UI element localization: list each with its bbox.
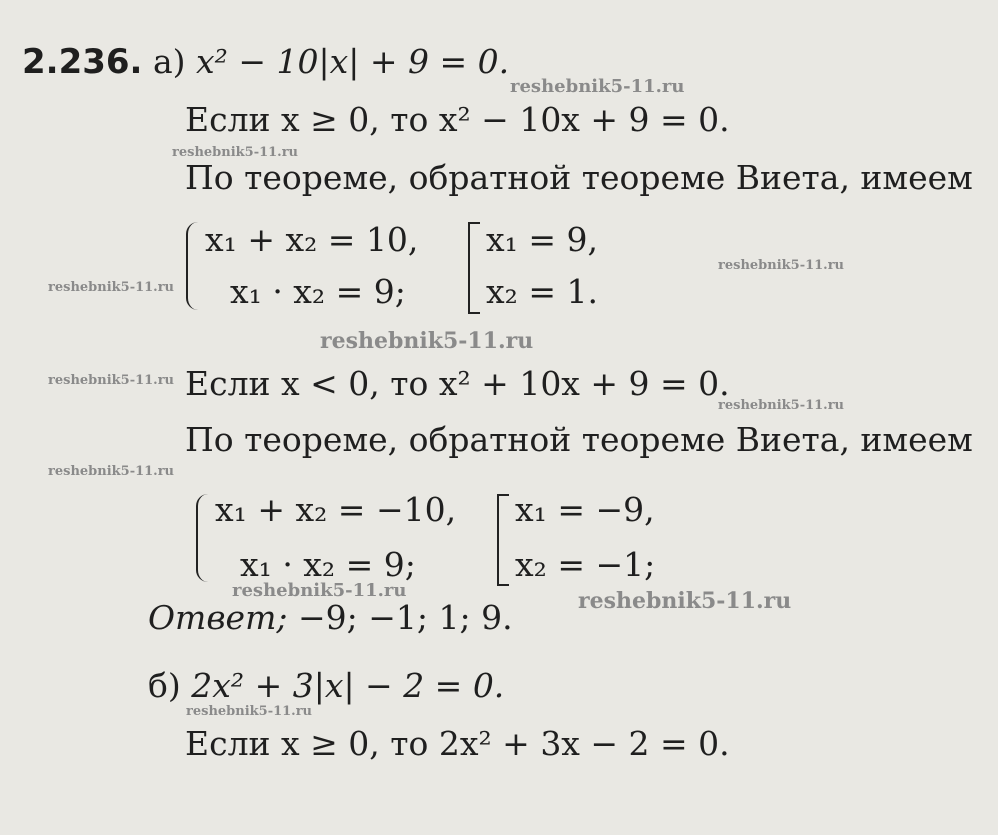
watermark: reshebnik5-11.ru — [320, 328, 534, 354]
system-brace-2 — [196, 494, 210, 582]
watermark: reshebnik5-11.ru — [718, 398, 845, 413]
answer-line — [148, 598, 513, 638]
system-2-eq1: x₁ + x₂ = −10, — [215, 490, 457, 529]
system-1-eq1: x₁ + x₂ = 10, — [205, 220, 419, 259]
roots-1-x1: x₁ = 9, — [486, 220, 598, 259]
case-1-text: Если x ≥ 0, то x² − 10x + 9 = 0. — [185, 100, 730, 139]
part-b-label: б) — [148, 666, 181, 705]
roots-2-x1: x₁ = −9, — [515, 490, 655, 529]
roots-1-x2: x₂ = 1. — [486, 272, 598, 311]
watermark: reshebnik5-11.ru — [172, 145, 299, 160]
answer-value: −9; −1; 1; 9. — [298, 598, 513, 637]
answer-label: Ответ; — [148, 598, 288, 637]
system-brace-1 — [186, 222, 200, 310]
system-1-eq2: x₁ · x₂ = 9; — [230, 272, 406, 311]
watermark: reshebnik5-11.ru — [510, 76, 685, 97]
problem-heading — [22, 42, 509, 82]
part-a-equation: x² − 10|x| + 9 = 0. — [196, 42, 510, 81]
case-2-text: Если x < 0, то x² + 10x + 9 = 0. — [185, 364, 730, 403]
system-2-eq2: x₁ · x₂ = 9; — [240, 545, 416, 584]
vieta-text-1: По теореме, обратной теореме Виета, имеем — [185, 158, 973, 197]
roots-bracket-2 — [497, 494, 509, 586]
watermark: reshebnik5-11.ru — [48, 373, 175, 388]
watermark: reshebnik5-11.ru — [48, 464, 175, 479]
watermark: reshebnik5-11.ru — [48, 280, 175, 295]
watermark: reshebnik5-11.ru — [578, 588, 792, 614]
watermark: reshebnik5-11.ru — [232, 580, 407, 601]
watermark: reshebnik5-11.ru — [186, 704, 313, 719]
roots-2-x2: x₂ = −1; — [515, 545, 656, 584]
vieta-text-2: По теореме, обратной теореме Виета, имеем — [185, 420, 973, 459]
part-b-heading — [148, 666, 504, 706]
case-3-text: Если x ≥ 0, то 2x² + 3x − 2 = 0. — [185, 724, 730, 763]
part-b-equation: 2x² + 3|x| − 2 = 0. — [191, 666, 505, 705]
part-a-label: а) — [152, 42, 186, 81]
watermark: reshebnik5-11.ru — [718, 258, 845, 273]
problem-number: 2.236. — [22, 42, 143, 82]
roots-bracket-1 — [468, 222, 480, 314]
